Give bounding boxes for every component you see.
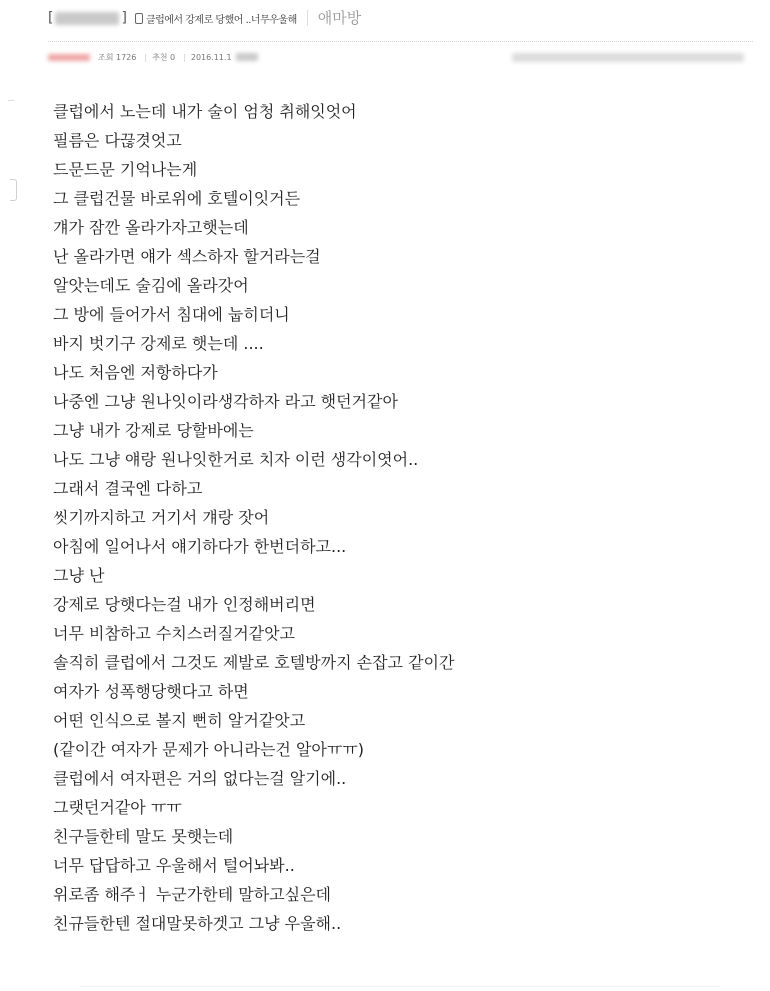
header-divider [48,41,753,42]
meta-divider: | [183,52,186,62]
body-line: 아침에 일어나서 얘기하다가 한번더하고... [53,537,347,556]
body-line: 그 방에 들어가서 침대에 눕히더니 [53,305,290,324]
post-body [53,97,733,938]
body-line: 나도 그냥 얘랑 원나잇한거로 치자 이런 생각이엿어.. [53,450,419,469]
author-name-redacted[interactable] [48,54,90,61]
body-line: 어떤 인식으로 볼지 뻔히 알거같앗고 [53,711,306,730]
body-line: (같이간 여자가 문제가 아니라는건 알아ㅠㅠ) [53,740,365,759]
body-line: 알앗는데도 술김에 올라갓어 [53,276,249,295]
body-line: 바지 벗기구 강제로 햇는데 .... [53,334,264,353]
body-line: 그 클럽건물 바로위에 호텔이잇거든 [53,189,301,208]
view-count: 조회 1726 [98,52,137,62]
category-bracket-open: [ [48,10,54,26]
body-line: 그냥 난 [53,566,105,585]
board-name-link[interactable]: 애마방 [307,10,361,26]
post-meta [48,50,258,64]
body-line: 위로좀 해주ㅓ 누군가한테 말하고싶은데 [53,885,332,904]
body-line: 드문드문 기억나는게 [53,160,198,179]
post-url-redacted[interactable] [512,53,744,62]
post-title: 클럽에서 강제로 당했어 ..너무우울해 [145,14,297,26]
side-dash [8,100,14,101]
body-line: 너무 비참하고 수치스러질거같앗고 [53,624,296,643]
body-line: 필름은 다끊겻엇고 [53,131,182,150]
mobile-icon [135,13,143,24]
body-line: 강제로 당햇다는걸 내가 인정해버리면 [53,595,316,614]
body-line: 나도 처음엔 저항하다가 [53,363,218,382]
post-date-redacted [236,53,258,61]
body-line: 나중엔 그냥 원나잇이라생각하자 라고 햇던거같아 [53,392,398,411]
body-line: 씻기까지하고 거기서 걔랑 잣어 [53,508,270,527]
body-line: 클럽에서 여자편은 거의 없다는걸 알기에.. [53,769,347,788]
body-line: 그랫던거같아 ㅠㅠ [53,798,182,817]
body-line: 걔가 잠깐 올라가자고햇는데 [53,218,249,237]
body-line: 친구들한테 말도 못햇는데 [53,827,234,846]
title-row [48,7,361,29]
body-line: 그래서 결국엔 다하고 [53,479,203,498]
body-line: 너무 답답하고 우울해서 털어놔봐.. [53,856,295,875]
post-date: 2016.11.1 [190,52,232,62]
category-label-redacted [55,12,119,25]
side-scroll-handle[interactable] [10,179,17,201]
category-bracket-close: ] [121,10,127,26]
footer-divider [80,986,720,987]
body-line: 솔직히 클럽에서 그것도 제발로 호텔방까지 손잡고 같이간 [53,653,455,672]
post-header [0,0,770,42]
body-line: 그냥 내가 강제로 당할바에는 [53,421,254,440]
meta-divider: | [144,52,148,62]
body-line: 친규들한텐 절대말못하겟고 그냥 우울해.. [53,914,342,933]
recommend-count: 추천 0 [152,52,176,62]
body-line: 클럽에서 노는데 내가 술이 엄청 취해잇엇어 [53,102,357,121]
body-line: 여자가 성폭행당햇다고 하면 [53,682,249,701]
body-line: 난 올라가면 얘가 섹스하자 할거라는걸 [53,247,321,266]
